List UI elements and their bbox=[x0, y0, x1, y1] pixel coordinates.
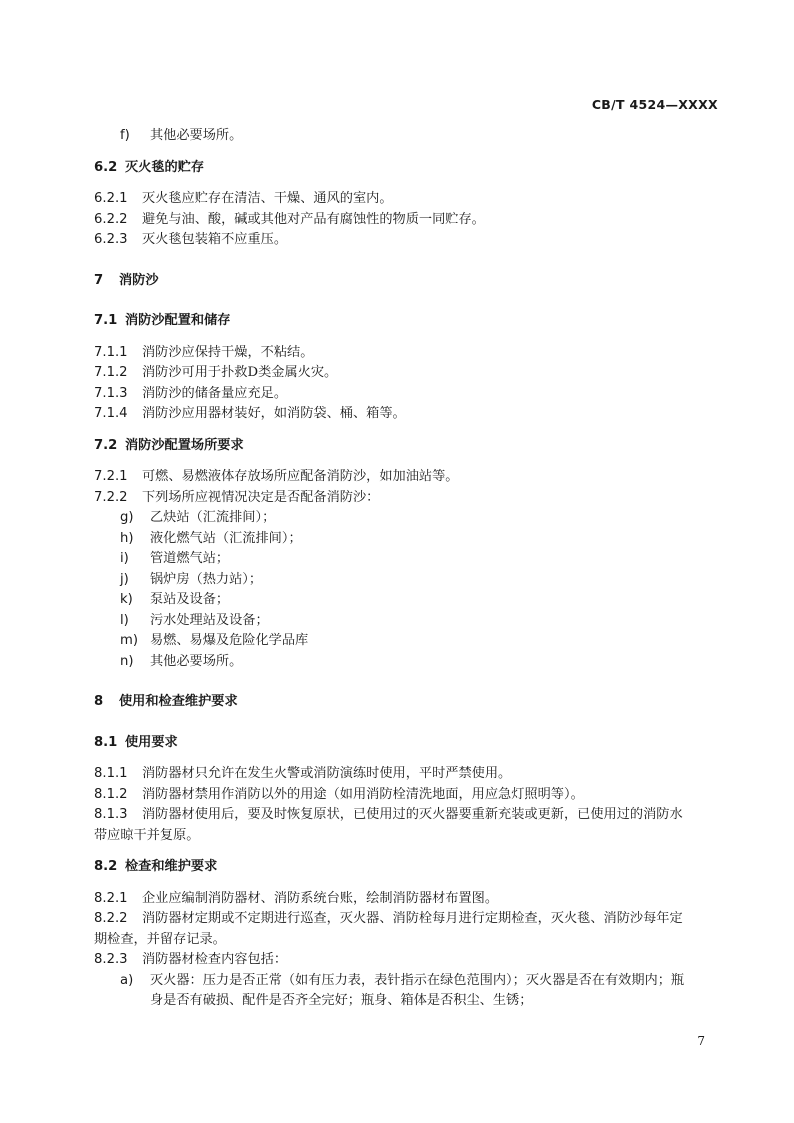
clause bbox=[94, 805, 722, 846]
section-number: 7.1 bbox=[94, 313, 118, 328]
clause-text: 消防沙的储备量应充足。 bbox=[142, 385, 288, 401]
section-heading bbox=[94, 158, 722, 179]
item-text: 乙炔站（汇流排间）； bbox=[150, 510, 276, 525]
clause-text: 灭火毯应贮存在清洁、干燥、通风的室内。 bbox=[142, 191, 393, 206]
chapter-title: 消防沙 bbox=[119, 272, 159, 288]
section-title: 检查和维护要求 bbox=[125, 859, 218, 874]
list-item bbox=[94, 971, 722, 1012]
document-body bbox=[94, 126, 722, 1012]
clause-number: 8.2.3 bbox=[94, 952, 128, 967]
chapter-title: 使用和检查维护要求 bbox=[119, 694, 238, 709]
chapter-heading bbox=[94, 271, 722, 292]
clause-number: 7.1.2 bbox=[94, 365, 128, 380]
item-text: 易燃、易爆及危险化学品库 bbox=[150, 633, 309, 648]
item-marker: h) bbox=[120, 530, 134, 546]
clause-number: 8.1.1 bbox=[94, 766, 128, 781]
clause-number: 7.2.2 bbox=[94, 489, 128, 505]
clause-text: 可燃、易燃液体存放场所应配备消防沙，如加油站等。 bbox=[142, 469, 459, 484]
clause bbox=[94, 889, 722, 910]
clause bbox=[94, 764, 722, 785]
item-marker: l) bbox=[120, 612, 129, 628]
section-title: 消防沙配置和储存 bbox=[125, 313, 231, 328]
item-text: 管道燃气站； bbox=[150, 551, 230, 566]
clause bbox=[94, 950, 722, 971]
clause-text-continued: 带应晾干并复原。 bbox=[94, 827, 200, 843]
clause-number: 8.2.1 bbox=[94, 890, 128, 906]
item-marker: j) bbox=[120, 571, 129, 587]
clause-text: 消防器材禁用作消防以外的用途（如用消防栓清洗地面，用应急灯照明等）。 bbox=[142, 786, 584, 802]
clause bbox=[94, 230, 722, 251]
clause bbox=[94, 467, 722, 488]
section-title: 消防沙配置场所要求 bbox=[125, 437, 244, 453]
clause-text: 消防器材定期或不定期进行巡查，灭火器、消防栓每月进行定期检查，灭火毯、消防沙每年定 bbox=[142, 911, 683, 926]
chapter-number: 8 bbox=[94, 694, 104, 709]
clause-number: 7.1.1 bbox=[94, 344, 128, 360]
clause bbox=[94, 210, 722, 231]
clause-text: 消防沙应保持干燥，不粘结。 bbox=[142, 344, 314, 360]
section-number: 8.2 bbox=[94, 859, 118, 874]
clause-text: 消防器材只允许在发生火警或消防演练时使用，平时严禁使用。 bbox=[142, 766, 512, 781]
clause-text: 避免与油、酸，碱或其他对产品有腐蚀性的物质一同贮存。 bbox=[142, 211, 485, 227]
section-number: 7.2 bbox=[94, 437, 118, 453]
clause-text: 灭火毯包装箱不应重压。 bbox=[142, 232, 288, 247]
section-title: 使用要求 bbox=[125, 734, 178, 750]
clause bbox=[94, 404, 722, 425]
clause-number: 7.1.3 bbox=[94, 385, 128, 401]
list-item bbox=[94, 631, 722, 652]
document-code: CB/T 4524—XXXX bbox=[591, 97, 718, 112]
clause-number: 6.2.3 bbox=[94, 232, 128, 247]
section-heading bbox=[94, 436, 722, 457]
clause-number: 8.1.3 bbox=[94, 807, 128, 822]
clause-number: 7.1.4 bbox=[94, 406, 128, 421]
item-marker: m) bbox=[120, 633, 138, 648]
section-heading bbox=[94, 857, 722, 878]
list-item bbox=[94, 590, 722, 611]
list-item bbox=[94, 529, 722, 550]
item-text: 其他必要场所。 bbox=[150, 653, 243, 669]
item-text: 灭火器：压力是否正常（如有压力表，表针指示在绿色范围内）；灭火器是否在有效期内；瓶 bbox=[150, 972, 685, 988]
clause-text: 企业应编制消防器材、消防系统台账，绘制消防器材布置图。 bbox=[142, 890, 499, 906]
clause bbox=[94, 384, 722, 405]
clause bbox=[94, 785, 722, 806]
page-number: 7 bbox=[697, 1034, 705, 1048]
item-marker: a) bbox=[120, 972, 134, 988]
clause-text: 消防沙应用器材装好，如消防袋、桶、箱等。 bbox=[142, 406, 406, 421]
item-text: 泵站及设备； bbox=[150, 592, 230, 607]
clause bbox=[94, 189, 722, 210]
list-item bbox=[94, 570, 722, 591]
item-marker: k) bbox=[120, 592, 133, 607]
clause bbox=[94, 343, 722, 364]
list-item bbox=[94, 652, 722, 673]
clause-text: 消防器材使用后，要及时恢复原状，已使用过的灭火器要重新充装或更新，已使用过的消防水 bbox=[142, 807, 683, 822]
list-item bbox=[94, 126, 722, 147]
item-text: 其他必要场所。 bbox=[150, 128, 243, 143]
clause-number: 8.1.2 bbox=[94, 786, 128, 802]
section-title: 灭火毯的贮存 bbox=[125, 159, 205, 175]
clause bbox=[94, 363, 722, 384]
section-number: 6.2 bbox=[94, 159, 118, 175]
clause bbox=[94, 488, 722, 509]
chapter-number: 7 bbox=[94, 272, 104, 288]
section-heading bbox=[94, 733, 722, 754]
clause bbox=[94, 909, 722, 950]
list-item bbox=[94, 508, 722, 529]
item-text: 锅炉房（热力站）； bbox=[150, 571, 263, 587]
clause-number: 8.2.2 bbox=[94, 911, 128, 926]
clause-number: 6.2.1 bbox=[94, 191, 128, 206]
clause-text: 下列场所应视情况决定是否配备消防沙： bbox=[142, 489, 380, 505]
section-heading bbox=[94, 311, 722, 332]
clause-text: 消防器材检查内容包括： bbox=[142, 952, 288, 967]
list-item bbox=[94, 549, 722, 570]
clause-text-continued: 期检查，并留存记录。 bbox=[94, 931, 226, 947]
item-text: 液化燃气站（汇流排间）； bbox=[150, 530, 302, 546]
item-marker: n) bbox=[120, 653, 134, 669]
list-item bbox=[94, 611, 722, 632]
clause-text: 消防沙可用于扑救D类金属火灾。 bbox=[142, 365, 338, 380]
item-marker: g) bbox=[120, 510, 134, 525]
item-text: 污水处理站及设备； bbox=[150, 612, 269, 628]
item-marker: i) bbox=[120, 551, 129, 566]
item-text-continued: 身是否有破损、配件是否齐全完好；瓶身、箱体是否积尘、生锈； bbox=[150, 993, 533, 1008]
item-marker: f) bbox=[120, 128, 130, 143]
section-number: 8.1 bbox=[94, 734, 118, 750]
clause-number: 6.2.2 bbox=[94, 211, 128, 227]
chapter-heading bbox=[94, 692, 722, 713]
clause-number: 7.2.1 bbox=[94, 469, 128, 484]
